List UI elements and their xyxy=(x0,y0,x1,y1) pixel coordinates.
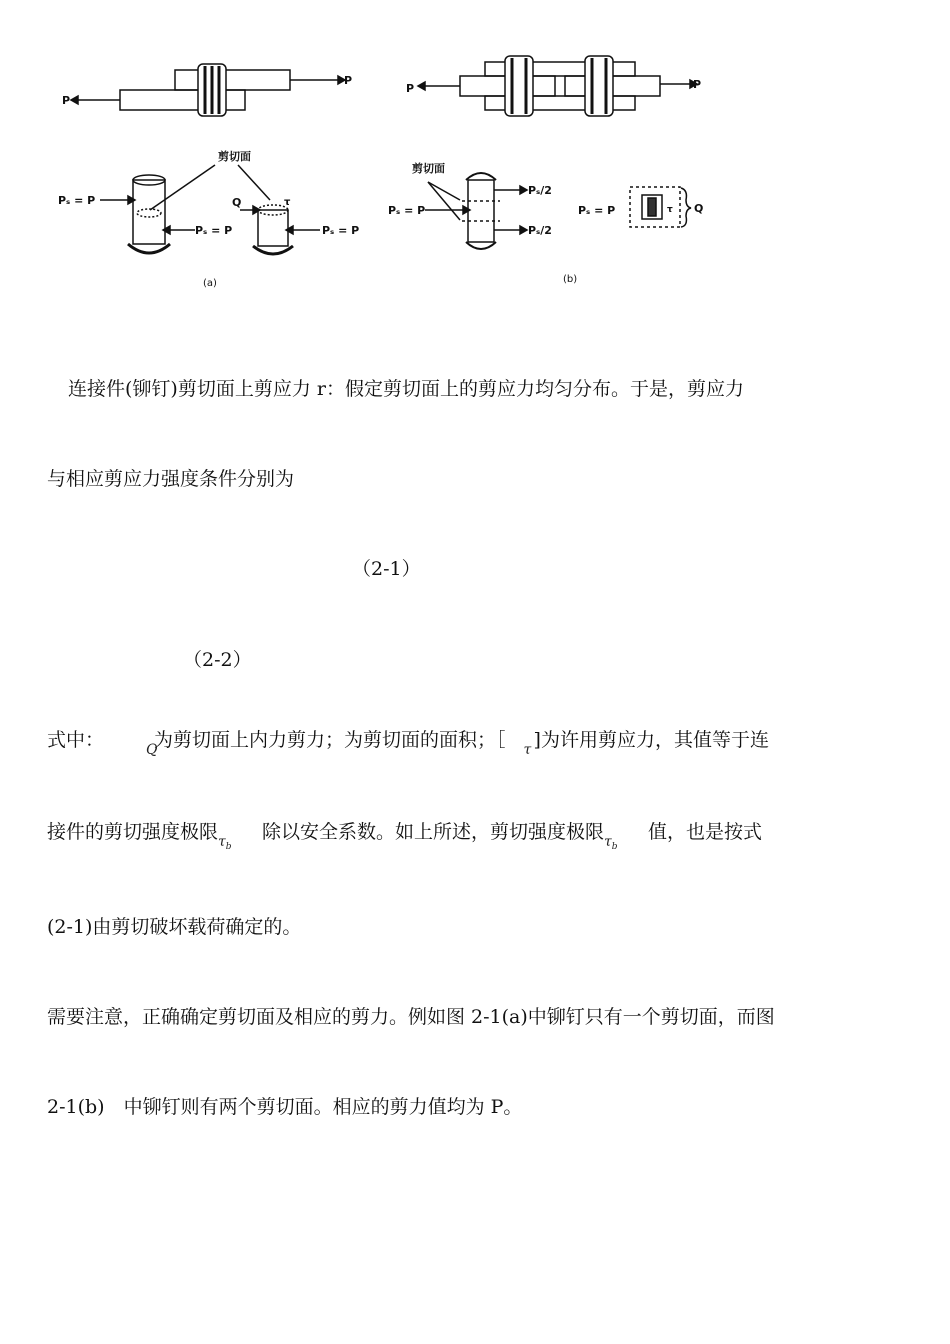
tau-symbol: τ xyxy=(523,742,532,758)
tau-b-symbol-1: $\tau_b$ xyxy=(218,834,232,852)
para3-line2: 2-1(b) 中铆钉则有两个剪切面。相应的剪力值均为 P。 xyxy=(47,1096,523,1118)
label-half-top-b: Pₛ/2 xyxy=(528,184,552,197)
label-ps-left-a: Pₛ = P xyxy=(58,194,96,207)
rivet-b-left xyxy=(505,56,533,116)
label-ps-b: Pₛ = P xyxy=(388,204,426,217)
strength-limit-a: 接件的剪切强度极限 xyxy=(47,821,219,843)
label-shear-plane-b: 剪切面 xyxy=(412,162,445,175)
para1-line1: 连接件(铆钉)剪切面上剪应力 r：假定剪切面上的剪应力均匀分布。于是，剪应力 xyxy=(68,378,744,400)
label-p-left-b: P xyxy=(406,82,415,95)
strength-limit-b: 除以安全系数。如上所述，剪切强度极限 xyxy=(262,821,605,843)
rivet-b-right xyxy=(585,56,613,116)
label-tau-b: τ xyxy=(667,205,673,215)
label-half-bottom-b: Pₛ/2 xyxy=(528,224,552,237)
label-q-a: Q xyxy=(232,196,242,209)
figure-2-1 xyxy=(0,0,950,320)
para1-line2: 与相应剪应力强度条件分别为 xyxy=(47,468,295,490)
strength-limit-c: 值，也是按式 xyxy=(648,821,763,843)
label-p-left-a: P xyxy=(62,94,71,107)
definitions-prefix: 式中： xyxy=(47,729,105,751)
tau-b-symbol-2: $\tau_b$ xyxy=(604,834,618,852)
label-shear-plane-a: 剪切面 xyxy=(218,150,251,163)
label-p-right-b: P xyxy=(693,78,702,91)
equation-label-2-1: （2-1） xyxy=(352,558,421,580)
label-ps-element-b: Pₛ = P xyxy=(578,204,616,217)
q-symbol: Q xyxy=(146,742,158,758)
caption-b: (b) xyxy=(563,274,578,285)
rivet-section-left xyxy=(133,180,165,244)
rivet-section-b xyxy=(468,180,494,242)
definitions-suffix: ]为许用剪应力，其值等于连 xyxy=(533,729,769,751)
label-ps-right-a: Pₛ = P xyxy=(322,224,360,237)
equation-label-2-2: （2-2） xyxy=(183,649,252,671)
definitions-middle: 为剪切面上内力剪力；为剪切面的面积；［ xyxy=(154,729,506,751)
caption-a: (a) xyxy=(203,278,217,289)
para2-line3: (2-1)由剪切破坏载荷确定的。 xyxy=(47,916,302,938)
label-p-right-a: P xyxy=(344,74,353,87)
definitions-line xyxy=(47,728,769,758)
label-q-b: Q xyxy=(694,202,704,215)
upper-plate-a xyxy=(175,70,290,90)
label-ps-mid-a: Pₛ = P xyxy=(195,224,233,237)
rivet-shear-diagram xyxy=(0,0,950,320)
para3-line1: 需要注意，正确确定剪切面及相应的剪力。例如图 2-1(a)中铆钉只有一个剪切面，而图 xyxy=(47,1006,775,1028)
label-tau-a: τ xyxy=(284,197,291,208)
strength-limit-line xyxy=(47,820,763,852)
